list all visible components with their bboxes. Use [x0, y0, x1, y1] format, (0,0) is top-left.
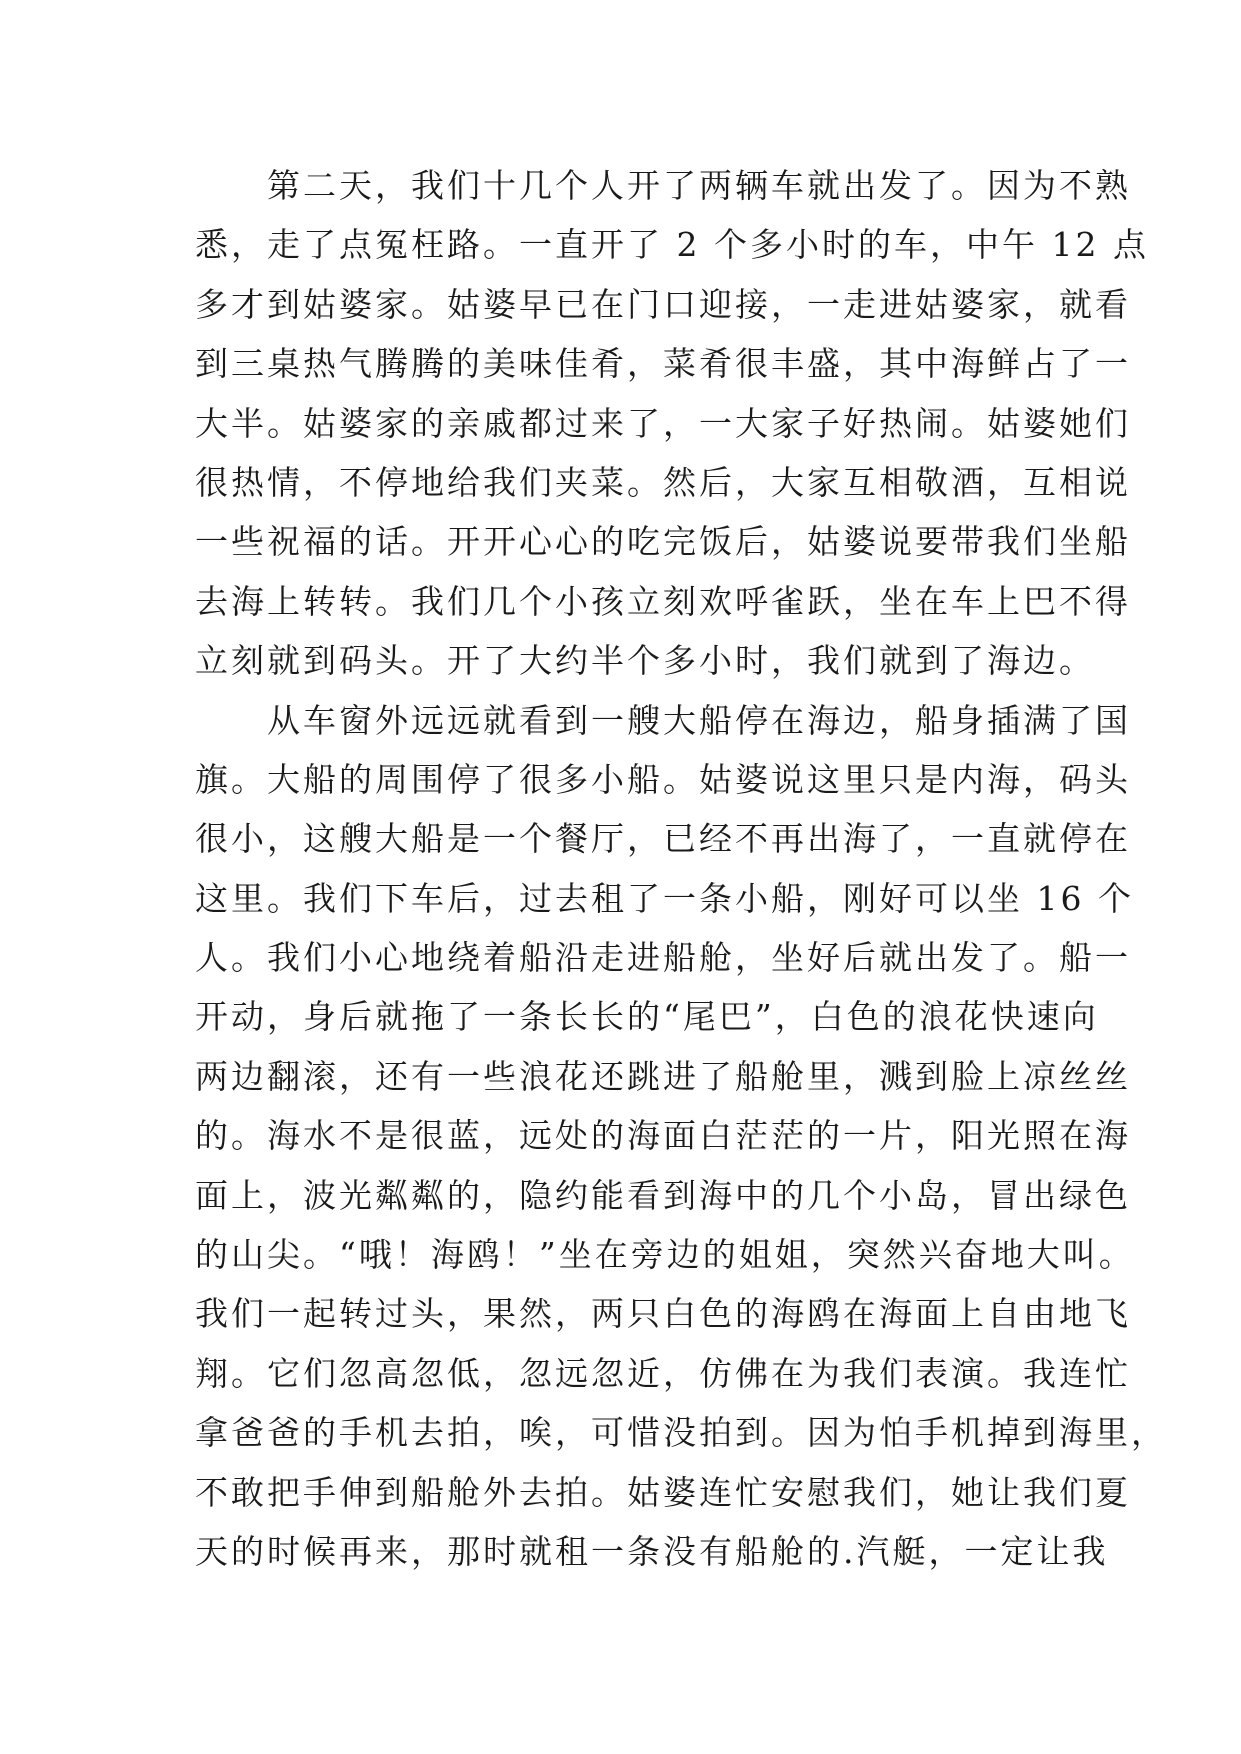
text-line: 从车窗外远远就看到一艘大船停在海边，船身插满了国 [267, 700, 1131, 740]
text-line: 大半。姑婆家的亲戚都过来了，一大家子好热闹。姑婆她们 [195, 403, 1131, 443]
text-line: 拿爸爸的手机去拍，唉，可惜没拍到。因为怕手机掉到海里， [195, 1413, 1167, 1453]
paragraph-2 [195, 691, 1167, 1582]
text-line: 到三桌热气腾腾的美味佳肴，菜肴很丰盛，其中海鲜占了一 [195, 344, 1131, 384]
text-line: 开动，身后就拖了一条长长的“尾巴”，白色的浪花快速向 [195, 997, 1099, 1037]
body-text [195, 156, 1167, 1581]
text-line: 第二天，我们十几个人开了两辆车就出发了。因为不熟 [267, 166, 1131, 205]
text-line: 翔。它们忽高忽低，忽远忽近，仿佛在为我们表演。我连忙 [195, 1353, 1131, 1393]
text-line: 这里。我们下车后，过去租了一条小船，刚好可以坐 16 个 [195, 878, 1134, 918]
paragraph-1 [195, 156, 1149, 691]
text-line: 旗。大船的周围停了很多小船。姑婆说这里只是内海，码头 [195, 759, 1131, 799]
text-line: 两边翻滚，还有一些浪花还跳进了船舱里，溅到脸上凉丝丝 [195, 1056, 1131, 1096]
text-line: 不敢把手伸到船舱外去拍。姑婆连忙安慰我们，她让我们夏 [195, 1472, 1131, 1512]
text-line: 很热情，不停地给我们夹菜。然后，大家互相敬酒，互相说 [195, 462, 1131, 502]
text-line: 去海上转转。我们几个小孩立刻欢呼雀跃，坐在车上巴不得 [195, 581, 1131, 621]
text-line: 很小，这艘大船是一个餐厅，已经不再出海了，一直就停在 [195, 819, 1131, 859]
text-line: 立刻就到码头。开了大约半个多小时，我们就到了海边。 [195, 641, 1095, 681]
text-line: 悉，走了点冤枉路。一直开了 2 个多小时的车，中午 12 点 [195, 225, 1149, 265]
text-line: 的。海水不是很蓝，远处的海面白茫茫的一片，阳光照在海 [195, 1116, 1131, 1156]
text-line: 天的时候再来，那时就租一条没有船舱的.汽艇，一定让我 [195, 1531, 1109, 1571]
text-line: 多才到姑婆家。姑婆早已在门口迎接，一走进姑婆家，就看 [195, 284, 1131, 324]
text-line: 人。我们小心地绕着船沿走进船舱，坐好后就出发了。船一 [195, 938, 1131, 978]
text-line: 我们一起转过头，果然，两只白色的海鸥在海面上自由地飞 [195, 1294, 1131, 1334]
text-line: 的山尖。“哦！海鸥！”坐在旁边的姐姐，突然兴奋地大叫。 [195, 1235, 1135, 1275]
text-line: 面上，波光粼粼的，隐约能看到海中的几个小岛，冒出绿色 [195, 1175, 1131, 1215]
text-line: 一些祝福的话。开开心心的吃完饭后，姑婆说要带我们坐船 [195, 522, 1131, 562]
